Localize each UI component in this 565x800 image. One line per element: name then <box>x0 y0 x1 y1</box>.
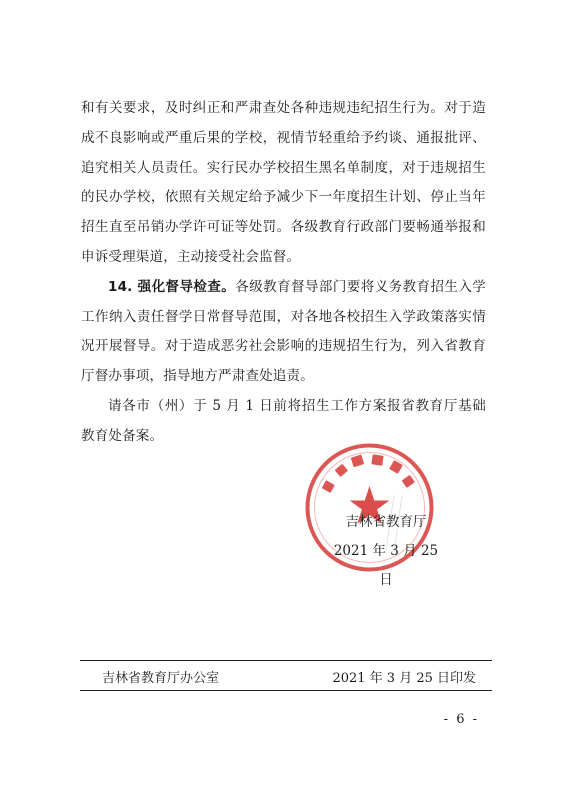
footer-rule-bottom <box>80 690 492 691</box>
paragraph-enforcement: 和有关要求，及时纠正和严肃查处各种违规违纪招生行为。对于造成不良影响或严重后果的学校，视情节轻重给予约谈、通报批评、追究相关人员责任。实行民办学校招生黑名单制度，对于违规招生的民办学校，依照有关规定给予减少下一年度招生计划、停止当年招生直至吊销办学许可证等处罚。各级教育行政部门要畅通举报和申诉受理渠道，主动接受社会监督。 <box>81 100 486 265</box>
paragraph-filing-request: 请各市（州）于 5 月 1 日前将招生工作方案报省教育厅基础教育处备案。 <box>81 397 486 444</box>
footer-issuing-office: 吉林省教育厅办公室 <box>102 671 220 686</box>
signature-block <box>326 508 446 595</box>
footer-rule-top <box>80 660 492 661</box>
paragraph-item-14 <box>81 273 486 392</box>
item-14-heading: 14. 强化督导检查。 <box>108 278 236 295</box>
document-body <box>81 94 486 452</box>
page-number: - 6 - <box>443 712 479 727</box>
signature-date: 2021 年 3 月 25 日 <box>333 543 439 588</box>
signature-org: 吉林省教育厅 <box>345 514 427 530</box>
footer-issue-date: 2021 年 3 月 25 日印发 <box>332 671 476 686</box>
item-14-text: 各级教育督导部门要将义务教育招生入学工作纳入责任督学日常督导范围，对各地各校招生入学政策落实情况开展督导。对于造成恶劣社会影响的违规招生行为，列入省教育厅督办事项，指导地方严肃查处追责。 <box>81 278 486 385</box>
